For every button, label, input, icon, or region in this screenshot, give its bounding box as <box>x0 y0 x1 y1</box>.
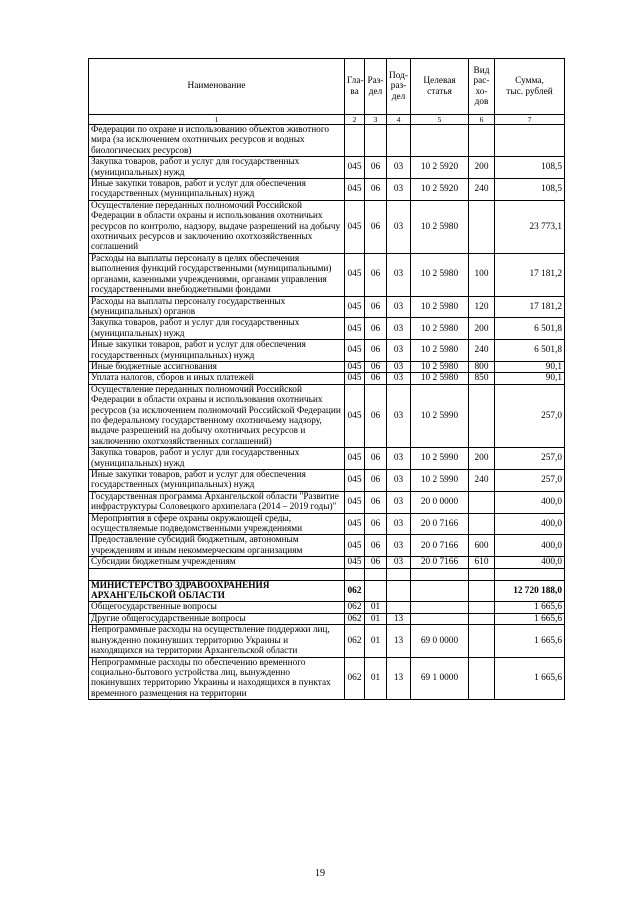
cell-name: Расходы на выплаты персоналу государственных (муниципальных) органов <box>89 296 345 318</box>
cell-subsection: 03 <box>387 448 411 470</box>
cell-section: 06 <box>365 157 387 179</box>
cell-chapter: 045 <box>345 491 365 513</box>
cell-target: 69 0 0000 <box>411 625 469 657</box>
table-row <box>89 179 565 201</box>
cell-type: 100 <box>469 253 495 296</box>
cell-sum <box>495 568 565 580</box>
table-row <box>89 384 565 447</box>
cell-subsection: 03 <box>387 179 411 201</box>
cell-chapter: 045 <box>345 200 365 253</box>
table-row <box>89 557 565 568</box>
cell-sum: 1 665,6 <box>495 613 565 624</box>
cell-subsection: 03 <box>387 200 411 253</box>
cell-chapter: 045 <box>345 535 365 557</box>
cell-section: 06 <box>365 470 387 492</box>
cell-type: 240 <box>469 179 495 201</box>
cell-name: Иные бюджетные ассигнования <box>89 361 345 372</box>
cell-type <box>469 580 495 602</box>
cell-section: 06 <box>365 384 387 447</box>
cell-chapter: 045 <box>345 296 365 318</box>
cell-section: 06 <box>365 296 387 318</box>
header-type: Вид рас- хо- дов <box>469 59 495 115</box>
cell-name: Иные закупки товаров, работ и услуг для обеспечения государственных (муниципальных) нужд <box>89 179 345 201</box>
cell-name: Уплата налогов, сборов и иных платежей <box>89 373 345 384</box>
table-row <box>89 296 565 318</box>
cell-chapter: 062 <box>345 580 365 602</box>
cell-sum: 257,0 <box>495 470 565 492</box>
cell-name: Непрограммные расходы по обеспечению временного социально-бытового устройства лиц, вынужденно покинувших территорию Украины и находящихся в пунктах временного размещения на территории <box>89 657 345 700</box>
cell-target: 20 0 7166 <box>411 535 469 557</box>
cell-subsection: 13 <box>387 657 411 700</box>
cell-sum: 400,0 <box>495 513 565 535</box>
cell-sum: 1 665,6 <box>495 657 565 700</box>
cell-name: Закупка товаров, работ и услуг для государственных (муниципальных) нужд <box>89 318 345 340</box>
table-row <box>89 535 565 557</box>
table-row <box>89 602 565 613</box>
cell-type <box>469 384 495 447</box>
table-row <box>89 373 565 384</box>
cell-sum: 23 773,1 <box>495 200 565 253</box>
cell-name: Закупка товаров, работ и услуг для государственных (муниципальных) нужд <box>89 157 345 179</box>
cell-type <box>469 602 495 613</box>
cell-subsection: 03 <box>387 361 411 372</box>
cell-name: Расходы на выплаты персоналу в целях обеспечения выполнения функций государственными (муниципальными) органами, казенными учреждениями, органами управления государственными внебюджетными фондами <box>89 253 345 296</box>
cell-name: Закупка товаров, работ и услуг для государственных (муниципальных) нужд <box>89 448 345 470</box>
blank-row <box>89 568 565 580</box>
cell-subsection: 03 <box>387 318 411 340</box>
cell-section <box>365 580 387 602</box>
table-row <box>89 625 565 657</box>
cell-subsection: 13 <box>387 625 411 657</box>
cell-target: 20 0 7166 <box>411 557 469 568</box>
cell-chapter: 045 <box>345 179 365 201</box>
cell-name: Общегосударственные вопросы <box>89 602 345 613</box>
cell-name: МИНИСТЕРСТВО ЗДРАВООХРАНЕНИЯ АРХАНГЕЛЬСКОЙ ОБЛАСТИ <box>89 580 345 602</box>
header-section: Раз- дел <box>365 59 387 115</box>
cell-section: 06 <box>365 448 387 470</box>
cell-sum <box>495 125 565 157</box>
cell-name: Осуществление переданных полномочий Российской Федерации в области охраны и использования охотничьих ресурсов по контролю, надзору, выдаче разрешений на добычу охотничьих ресурсов и заключению охотхозяйственных соглашений <box>89 200 345 253</box>
cell-target: 10 2 5980 <box>411 200 469 253</box>
cell-type <box>469 491 495 513</box>
cell-subsection: 03 <box>387 513 411 535</box>
cell-chapter: 062 <box>345 602 365 613</box>
budget-table <box>88 58 565 700</box>
table-row <box>89 340 565 362</box>
cell-sum: 90,1 <box>495 361 565 372</box>
cell-type <box>469 625 495 657</box>
cell-chapter: 045 <box>345 384 365 447</box>
column-number-row <box>89 115 565 125</box>
cell-sum: 400,0 <box>495 535 565 557</box>
cell-type <box>469 125 495 157</box>
cell-section: 06 <box>365 535 387 557</box>
cell-target: 10 2 5920 <box>411 157 469 179</box>
table-row <box>89 491 565 513</box>
cell-sum: 1 665,6 <box>495 625 565 657</box>
cell-sum: 17 181,2 <box>495 296 565 318</box>
cell-chapter: 045 <box>345 340 365 362</box>
cell-type: 600 <box>469 535 495 557</box>
cell-section: 06 <box>365 340 387 362</box>
cell-subsection: 03 <box>387 470 411 492</box>
cell-type: 200 <box>469 318 495 340</box>
cell-chapter <box>345 568 365 580</box>
header-row <box>89 59 565 115</box>
cell-section: 06 <box>365 491 387 513</box>
cell-section: 06 <box>365 361 387 372</box>
cell-type: 200 <box>469 448 495 470</box>
cell-type <box>469 568 495 580</box>
cell-section <box>365 125 387 157</box>
cell-type: 610 <box>469 557 495 568</box>
cell-target <box>411 613 469 624</box>
cell-name: Иные закупки товаров, работ и услуг для обеспечения государственных (муниципальных) нужд <box>89 470 345 492</box>
cell-subsection: 03 <box>387 535 411 557</box>
colnum: 4 <box>387 115 411 125</box>
cell-sum: 1 665,6 <box>495 602 565 613</box>
cell-chapter: 045 <box>345 318 365 340</box>
cell-section: 06 <box>365 318 387 340</box>
cell-chapter: 045 <box>345 470 365 492</box>
page-number: 19 <box>315 868 325 879</box>
table-row <box>89 448 565 470</box>
cell-target <box>411 125 469 157</box>
cell-sum: 90,1 <box>495 373 565 384</box>
cell-target <box>411 602 469 613</box>
cell-chapter: 045 <box>345 557 365 568</box>
cell-type <box>469 513 495 535</box>
cell-sum: 6 501,8 <box>495 318 565 340</box>
cell-target: 10 2 5980 <box>411 361 469 372</box>
cell-subsection <box>387 125 411 157</box>
cell-type: 850 <box>469 373 495 384</box>
cell-target: 10 2 5980 <box>411 253 469 296</box>
cell-subsection: 03 <box>387 491 411 513</box>
table-row <box>89 657 565 700</box>
cell-chapter <box>345 125 365 157</box>
cell-subsection <box>387 602 411 613</box>
cell-section: 01 <box>365 613 387 624</box>
header-sum: Сумма, тыс. рублей <box>495 59 565 115</box>
cell-name: Другие общегосударственные вопросы <box>89 613 345 624</box>
cell-section: 06 <box>365 200 387 253</box>
cell-type <box>469 200 495 253</box>
table-row <box>89 125 565 157</box>
cell-sum: 400,0 <box>495 557 565 568</box>
cell-chapter: 045 <box>345 513 365 535</box>
cell-name: Непрограммные расходы на осуществление поддержки лиц, вынужденно покинувших территорию Украины и находящихся на территории Архангельской области <box>89 625 345 657</box>
cell-type: 120 <box>469 296 495 318</box>
header-name: Наименование <box>89 59 345 115</box>
cell-name: Предоставление субсидий бюджетным, автономным учреждениям и иным некоммерческим организациям <box>89 535 345 557</box>
cell-sum: 12 720 188,0 <box>495 580 565 602</box>
cell-section: 01 <box>365 602 387 613</box>
cell-subsection: 03 <box>387 557 411 568</box>
cell-target: 20 0 0000 <box>411 491 469 513</box>
cell-sum: 6 501,8 <box>495 340 565 362</box>
header-target: Целевая статья <box>411 59 469 115</box>
cell-target: 20 0 7166 <box>411 513 469 535</box>
cell-sum: 257,0 <box>495 448 565 470</box>
cell-name: Государственная программа Архангельской области "Развитие инфраструктуры Соловецкого архипелага (2014 – 2019 годы)" <box>89 491 345 513</box>
cell-name: Мероприятия в сфере охраны окружающей среды, осуществляемые подведомственными учреждениями <box>89 513 345 535</box>
cell-chapter: 045 <box>345 448 365 470</box>
cell-section: 06 <box>365 179 387 201</box>
table-row <box>89 580 565 602</box>
cell-chapter: 045 <box>345 253 365 296</box>
table-row <box>89 613 565 624</box>
table-row <box>89 361 565 372</box>
header-subsection: Под- раз- дел <box>387 59 411 115</box>
cell-name: Субсидии бюджетным учреждениям <box>89 557 345 568</box>
cell-sum: 17 181,2 <box>495 253 565 296</box>
cell-target: 10 2 5990 <box>411 384 469 447</box>
cell-type: 240 <box>469 470 495 492</box>
cell-section: 06 <box>365 557 387 568</box>
cell-subsection: 03 <box>387 384 411 447</box>
cell-chapter: 045 <box>345 157 365 179</box>
colnum: 3 <box>365 115 387 125</box>
colnum: 2 <box>345 115 365 125</box>
cell-chapter: 062 <box>345 613 365 624</box>
cell-subsection: 03 <box>387 373 411 384</box>
cell-chapter: 045 <box>345 373 365 384</box>
table-row <box>89 513 565 535</box>
cell-target: 10 2 5980 <box>411 340 469 362</box>
table-row <box>89 253 565 296</box>
colnum: 7 <box>495 115 565 125</box>
cell-target: 10 2 5980 <box>411 373 469 384</box>
cell-target: 10 2 5920 <box>411 179 469 201</box>
cell-type <box>469 657 495 700</box>
cell-subsection: 03 <box>387 296 411 318</box>
table-row <box>89 470 565 492</box>
cell-type: 200 <box>469 157 495 179</box>
header-chapter: Гла- ва <box>345 59 365 115</box>
cell-type: 240 <box>469 340 495 362</box>
cell-subsection: 03 <box>387 157 411 179</box>
cell-target <box>411 580 469 602</box>
cell-name: Иные закупки товаров, работ и услуг для обеспечения государственных (муниципальных) нужд <box>89 340 345 362</box>
colnum: 1 <box>89 115 345 125</box>
cell-chapter: 045 <box>345 361 365 372</box>
table-body <box>89 125 565 700</box>
cell-section: 06 <box>365 253 387 296</box>
cell-type: 800 <box>469 361 495 372</box>
cell-name: Осуществление переданных полномочий Российской Федерации в области охраны и использования охотничьих ресурсов (за исключением полномочий Российской Федерации по федеральному государственному охотничьему надзору, выдаче разрешений на добычу охотничьих ресурсов и заключению охотхозяйственных соглашений) <box>89 384 345 447</box>
table-row <box>89 157 565 179</box>
cell-section <box>365 568 387 580</box>
cell-subsection: 03 <box>387 340 411 362</box>
cell-subsection: 13 <box>387 613 411 624</box>
cell-chapter: 062 <box>345 657 365 700</box>
colnum: 6 <box>469 115 495 125</box>
cell-chapter: 062 <box>345 625 365 657</box>
table-row <box>89 200 565 253</box>
cell-sum: 400,0 <box>495 491 565 513</box>
document-page <box>88 58 564 700</box>
cell-sum: 257,0 <box>495 384 565 447</box>
cell-section: 01 <box>365 657 387 700</box>
cell-target: 10 2 5990 <box>411 448 469 470</box>
cell-target: 69 1 0000 <box>411 657 469 700</box>
cell-section: 01 <box>365 625 387 657</box>
colnum: 5 <box>411 115 469 125</box>
cell-name <box>89 568 345 580</box>
cell-subsection: 03 <box>387 253 411 296</box>
cell-section: 06 <box>365 513 387 535</box>
cell-section: 06 <box>365 373 387 384</box>
cell-type <box>469 613 495 624</box>
cell-subsection <box>387 568 411 580</box>
cell-target: 10 2 5980 <box>411 296 469 318</box>
cell-target <box>411 568 469 580</box>
cell-name: Федерации по охране и использованию объектов животного мира (за исключением охотничьих ресурсов и водных биологических ресурсов) <box>89 125 345 157</box>
cell-sum: 108,5 <box>495 157 565 179</box>
table-row <box>89 318 565 340</box>
cell-target: 10 2 5990 <box>411 470 469 492</box>
cell-subsection <box>387 580 411 602</box>
cell-target: 10 2 5980 <box>411 318 469 340</box>
cell-sum: 108,5 <box>495 179 565 201</box>
